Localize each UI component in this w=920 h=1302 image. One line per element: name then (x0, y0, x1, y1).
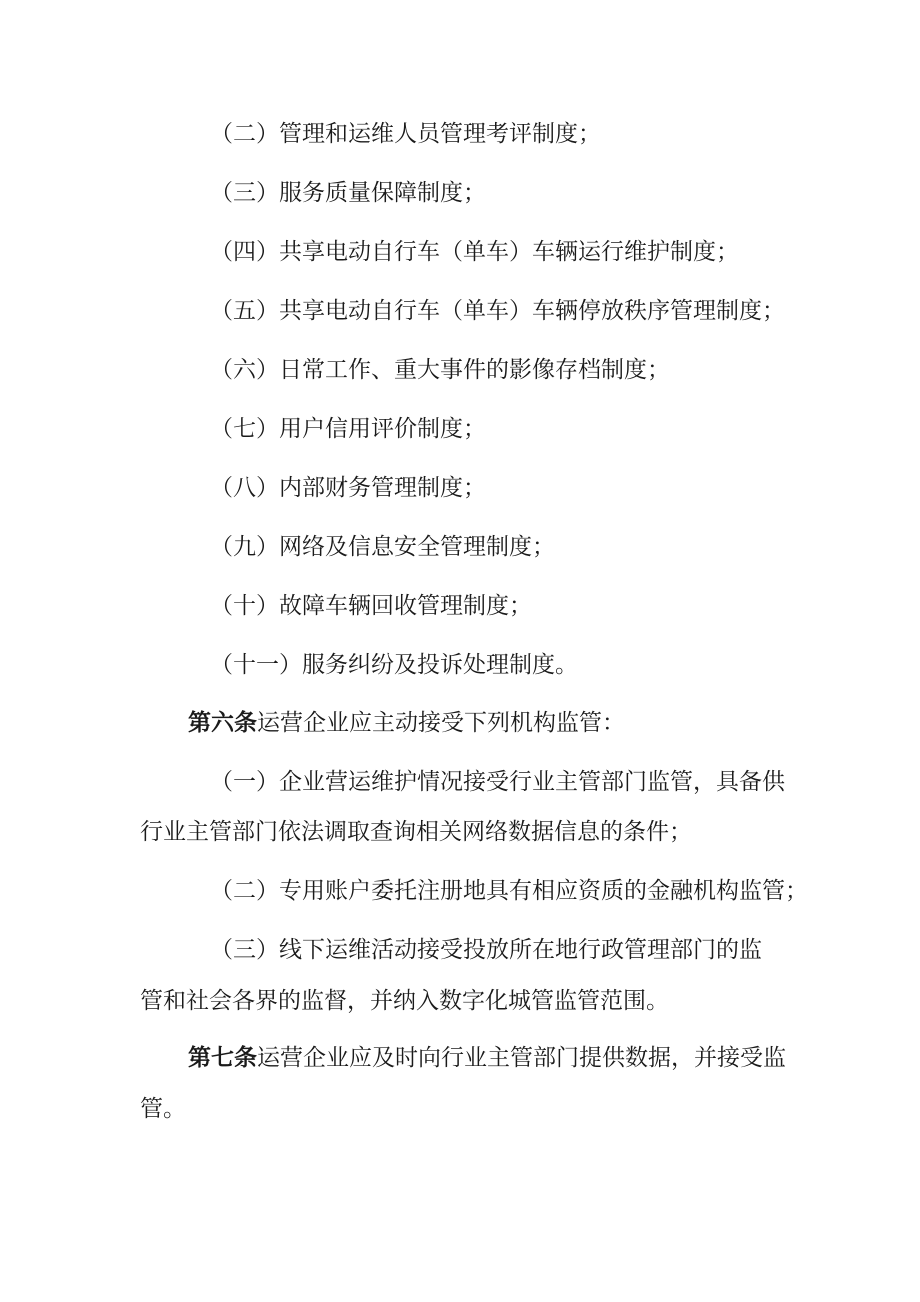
article-6-item-1-line-1: （一）企业营运维护情况接受行业主管部门监管，具备供 (210, 769, 785, 795)
list-item: （三）服务质量保障制度； (210, 180, 486, 206)
article-6-heading (188, 707, 625, 739)
list-item: （九）网络及信息安全管理制度； (210, 534, 555, 560)
list-item: （十一）服务纠纷及投诉处理制度。 (210, 652, 578, 678)
list-item: （五）共享电动自行车（单车）车辆停放秩序管理制度； (210, 298, 785, 324)
article-6-label: 第六条 (188, 709, 257, 736)
article-7-text: 运营企业应及时向行业主管部门提供数据，并接受监 (257, 1045, 786, 1071)
article-6-item-3-line-2: 管和社会各界的监督，并纳入数字化城管监管范围。 (140, 988, 669, 1014)
article-6-item-3-line-1: （三）线下运维活动接受投放所在地行政管理部门的监 (210, 937, 762, 963)
list-item: （八）内部财务管理制度； (210, 475, 486, 501)
list-item: （十）故障车辆回收管理制度； (210, 593, 532, 619)
article-6-text: 运营企业应主动接受下列机构监管： (257, 710, 625, 736)
article-6-item-2: （二）专用账户委托注册地具有相应资质的金融机构监管； (210, 878, 808, 904)
list-item: （六）日常工作、重大事件的影像存档制度； (210, 357, 670, 383)
list-item: （七）用户信用评价制度； (210, 416, 486, 442)
article-6-item-1-line-2: 行业主管部门依法调取查询相关网络数据信息的条件； (140, 819, 692, 845)
article-7-label: 第七条 (188, 1044, 257, 1071)
list-item: （二）管理和运维人员管理考评制度； (210, 121, 601, 147)
article-7-line-2: 管。 (140, 1096, 186, 1122)
article-7-line-1 (188, 1042, 786, 1074)
list-item: （四）共享电动自行车（单车）车辆运行维护制度； (210, 239, 739, 265)
